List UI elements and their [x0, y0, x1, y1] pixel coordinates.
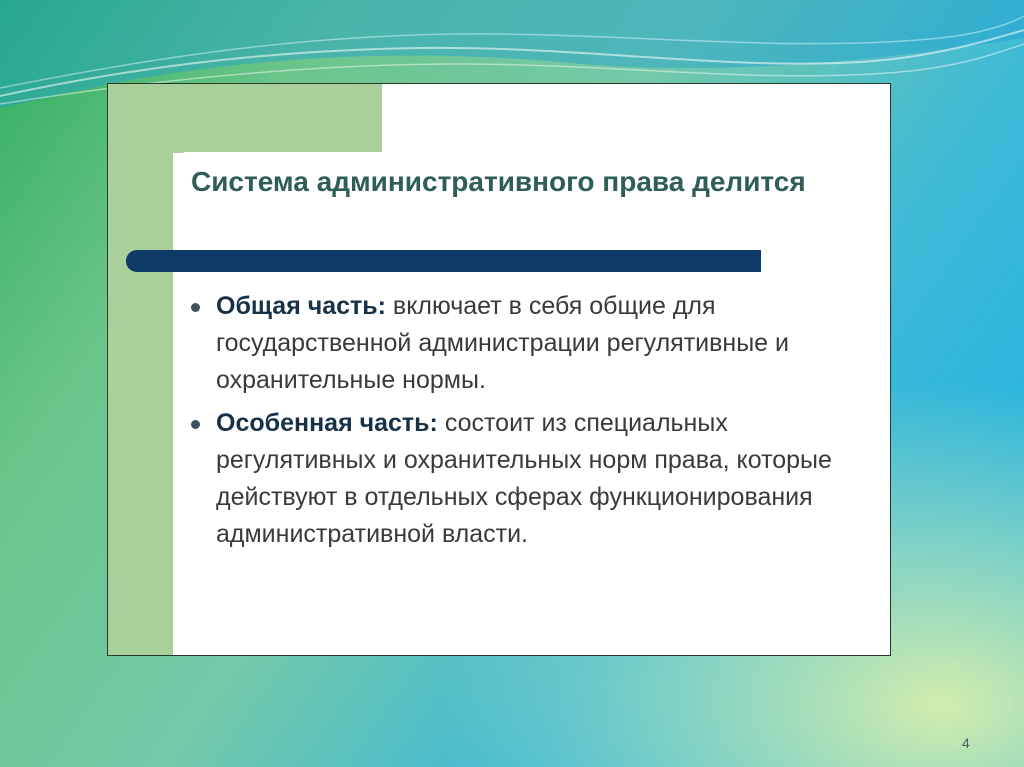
bullet-list — [188, 288, 848, 559]
bullet-dot-icon — [191, 420, 200, 429]
title-tab — [108, 84, 382, 153]
bullet-term: Особенная часть: — [216, 409, 438, 437]
bullet-text: состоит из специальных регулятивных и охранительных норм права, которые действуют в отдельных сферах функционирования административной власти. — [216, 409, 832, 548]
bullet-general-part — [188, 288, 848, 399]
title-underline-bar — [126, 250, 761, 272]
bullet-text: включает в себя общие для государственной администрации регулятивные и охранительные нормы. — [216, 292, 789, 394]
sidebar-stripe — [108, 84, 173, 655]
bullet-term: Общая часть: — [216, 292, 386, 320]
slide-title: Система административного права делится — [191, 166, 806, 197]
bullet-dot-icon — [191, 303, 200, 312]
bullet-special-part — [188, 405, 848, 553]
page-number: 4 — [962, 735, 970, 751]
content-card — [107, 83, 891, 656]
